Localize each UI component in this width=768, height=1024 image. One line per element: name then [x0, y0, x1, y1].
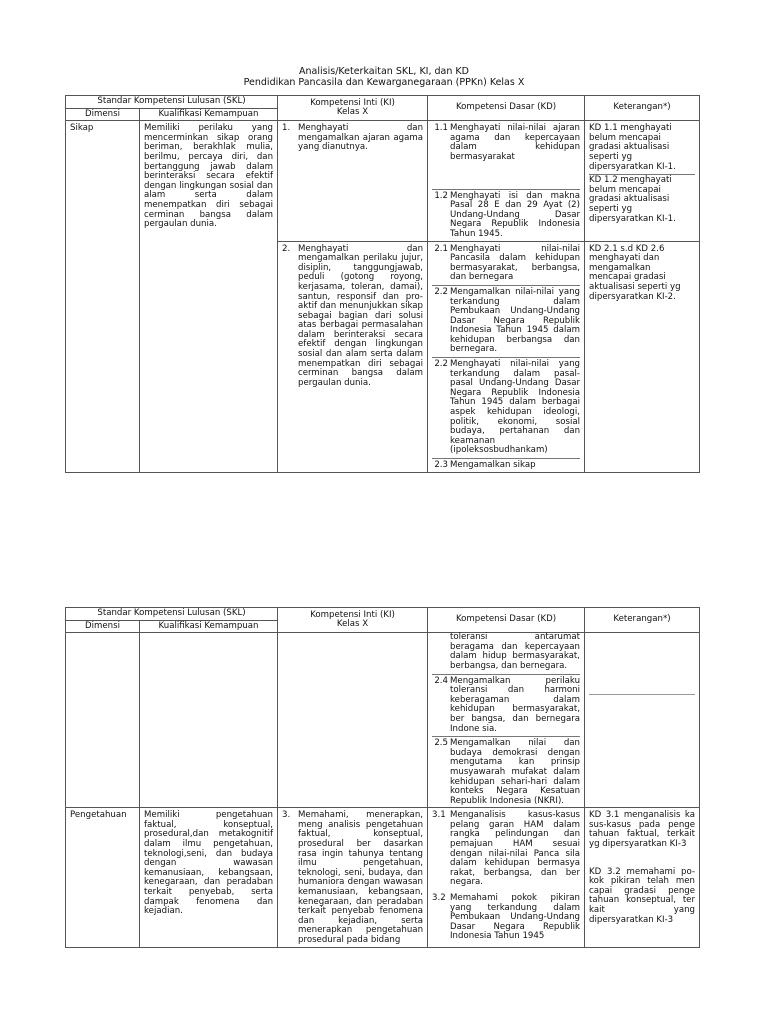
header-keterangan: Keterangan*) — [585, 96, 700, 121]
document-title: Analisis/Keterkaitan SKL, KI, dan KD — [299, 66, 469, 77]
kd-item: 3.2 Memahami pokok pikiran yang terkandung dalam Pembukaan Undang-Undang Dasar Negara Republik Indonesia Tahun 1945 — [432, 893, 581, 942]
ki-number: 1. — [282, 123, 291, 134]
kd-item: 3.1 Menganalisis kasus-kasus pelang garan HAM dalam rangka pelindungan dan pemajuan HAM sesuai dengan nilai-nilai Panca sila dalam kehidupan bermasya rakat, berbangsa, dan ber negara. — [432, 810, 581, 888]
header-kualifikasi: Kualifikasi Kemampuan — [140, 108, 278, 121]
kualifikasi-cell-empty — [140, 633, 278, 808]
header-skl: Standar Kompetensi Lulusan (SKL) — [66, 608, 278, 621]
keterangan-note: KD 1.2 menghayati belum mencapai gradasi aktualisasi seperti yg dipersyaratkan KI-1. — [589, 174, 695, 224]
kd-item: toleransi antarumat beragama dan kepercayaan dalam hidup bermasyarakat, berbangsa, dan bernegara. — [450, 632, 581, 671]
header-dimensi: Dimensi — [66, 620, 140, 633]
ki-cell-2 — [278, 241, 428, 472]
header-kd: Kompetensi Dasar (KD) — [428, 608, 585, 633]
keterangan-note: KD 3.1 menganalisis ka sus-kasus pada penge tahuan faktual, terkait yg dipersyaratkan KI-3 — [589, 810, 696, 850]
skl-ki-kd-table-page2 — [65, 607, 700, 948]
dimensi-cell: Sikap — [66, 121, 140, 472]
kualifikasi-cell: Memiliki pengetahuan faktual, konseptual, prosedural,dan metakognitif dalam ilmu pengetahuan, teknologi,seni, dan budaya dengan wawasan kemanusiaan, kebangsaan, kenegaraan, dan peradaban terkait penyebab, serta dampak fenomena dan kejadian. — [140, 808, 278, 947]
ki-cell-1 — [278, 121, 428, 241]
ki-text: Menghayati dan mengamalkan ajaran agama yang dianutnya. — [298, 123, 424, 153]
keterangan-note: KD 3.2 memahami po- kok pikiran telah men capai gradasi penge tahuan konseptual, ter kait yang dipersyaratkan KI-3 — [589, 866, 696, 925]
ki-text: Menghayati dan mengamalkan perilaku jujur, disiplin, tanggungjawab, peduli (gotong royong, kerjasama, toleran, damai), santun, responsif dan pro-aktif dan menunjukkan sikap sebagai bagian dari solusi atas berbagai permasalahan dalam berinteraksi secara efektif dengan lingkungan sosial dan alam serta dalam menempatkan diri sebagai cerminan bangsa dalam pergaulan dunia. — [298, 243, 424, 388]
divider — [589, 694, 695, 695]
kd-cell-1 — [428, 121, 585, 241]
kd-item: 2.1 Menghayati nilai-nilai Pancasila dalam kehidupan bermasyarakat, berbangsa, dan bernegara — [434, 243, 581, 283]
keterangan-note: KD 1.1 menghayati belum mencapai gradasi aktualisasi seperti yg dipersyaratkan KI-1. — [589, 123, 676, 172]
kd-cell-2 — [428, 241, 585, 472]
kd-item: 2.5 Mengamalkan nilai dan budaya demokrasi dengan mengutama kan prinsip musyawarah mufakat dalam kehidupan sehari-hari dalam konteks Negara Kesatuan Republik Indonesia (NKRI). — [432, 736, 580, 806]
skl-ki-kd-table-page1 — [65, 95, 700, 473]
kualifikasi-cell: Memiliki perilaku yang mencerminkan sikap orang beriman, berakhlak mulia, berilmu, percaya diri, dan bertanggung jawab dalam berinteraksi secara efektif dengan lingkungan sosial dan alam serta dalam menempatkan diri sebagai cerminan bangsa dalam pergaulan dunia. — [140, 121, 278, 472]
header-dimensi: Dimensi — [66, 108, 140, 121]
kd-item: 2.3 Mengamalkan sikap — [432, 458, 580, 471]
header-ki: Kompetensi Inti (KI) Kelas X — [278, 608, 428, 633]
ki-text: Memahami, menerapkan, meng analisis pengetahuan faktual, konseptual, prosedural ber dasarkan rasa ingin tahunya tentang ilmu pengetahuan, teknologi, seni, budaya, dan humaniora dengan wawasan kemanusiaan, kebangsaan, kenegaraan, dan peradaban terkait penyebab fenomena dan kejadian, serta menerapkan pengetahuan prosedural pada bidang — [298, 810, 424, 945]
kd-item: 2.4 Mengamalkan perilaku toleransi dan harmoni keberagaman dalam kehidupan bermasyarakat, ber bangsa, dan bernegara Indone sia. — [432, 674, 580, 735]
kd-item: 1.1 Menghayati nilai-nilai ajaran agama dan kepercayaan dalam kehidupan bermasyarakat — [434, 123, 581, 162]
kd-item: 2.2 Menghayati nilai-nilai yang terkandung dalam pasal-pasal Undang-Undang Dasar Negara Republik Indonesia Tahun 1945 dalam berbagai aspek kehidupan ideologi, politik, ekonomi, sosial budaya, pertahanan dan keamanan (ipoleksosbudhankam) — [432, 357, 580, 456]
dimensi-cell-empty — [66, 633, 140, 808]
ki-cell-3 — [278, 808, 428, 947]
keterangan-note: KD 2.1 s.d KD 2.6 menghayati dan mengamalkan mencapai gradasi aktualisasi seperti yg dipersyaratkan KI-2. — [589, 243, 681, 302]
header-keterangan: Keterangan*) — [585, 608, 700, 633]
keterangan-cell-1 — [585, 121, 700, 241]
kd-cell-3 — [428, 808, 585, 947]
document-subtitle: Pendidikan Pancasila dan Kewarganegaraan (PPKn) Kelas X — [243, 77, 525, 88]
ki-cell-empty — [278, 633, 428, 808]
header-ki: Kompetensi Inti (KI) Kelas X — [278, 96, 428, 121]
ki-number: 3. — [282, 810, 291, 821]
ki-number: 2. — [282, 243, 291, 254]
header-skl: Standar Kompetensi Lulusan (SKL) — [66, 96, 278, 109]
keterangan-cell-2 — [585, 241, 700, 472]
header-kualifikasi: Kualifikasi Kemampuan — [140, 620, 278, 633]
kd-item: 2.2 Mengamalkan nilai-nilai yang terkandung dalam Pembukaan Undang-Undang Dasar Negara Republik Indonesia Tahun 1945 dalam kehidupan berbangsa dan bernegara. — [432, 285, 580, 355]
kd-item: 1.2 Menghayati isi dan makna Pasal 28 E dan 29 Ayat (2) Undang-Undang Dasar Negara Republik Indonesia Tahun 1945. — [432, 189, 580, 240]
kd-cell-continued — [428, 633, 585, 808]
dimensi-cell: Pengetahuan — [66, 808, 140, 947]
keterangan-cell-empty — [585, 633, 700, 808]
header-kd: Kompetensi Dasar (KD) — [428, 96, 585, 121]
keterangan-cell-3 — [585, 808, 700, 947]
